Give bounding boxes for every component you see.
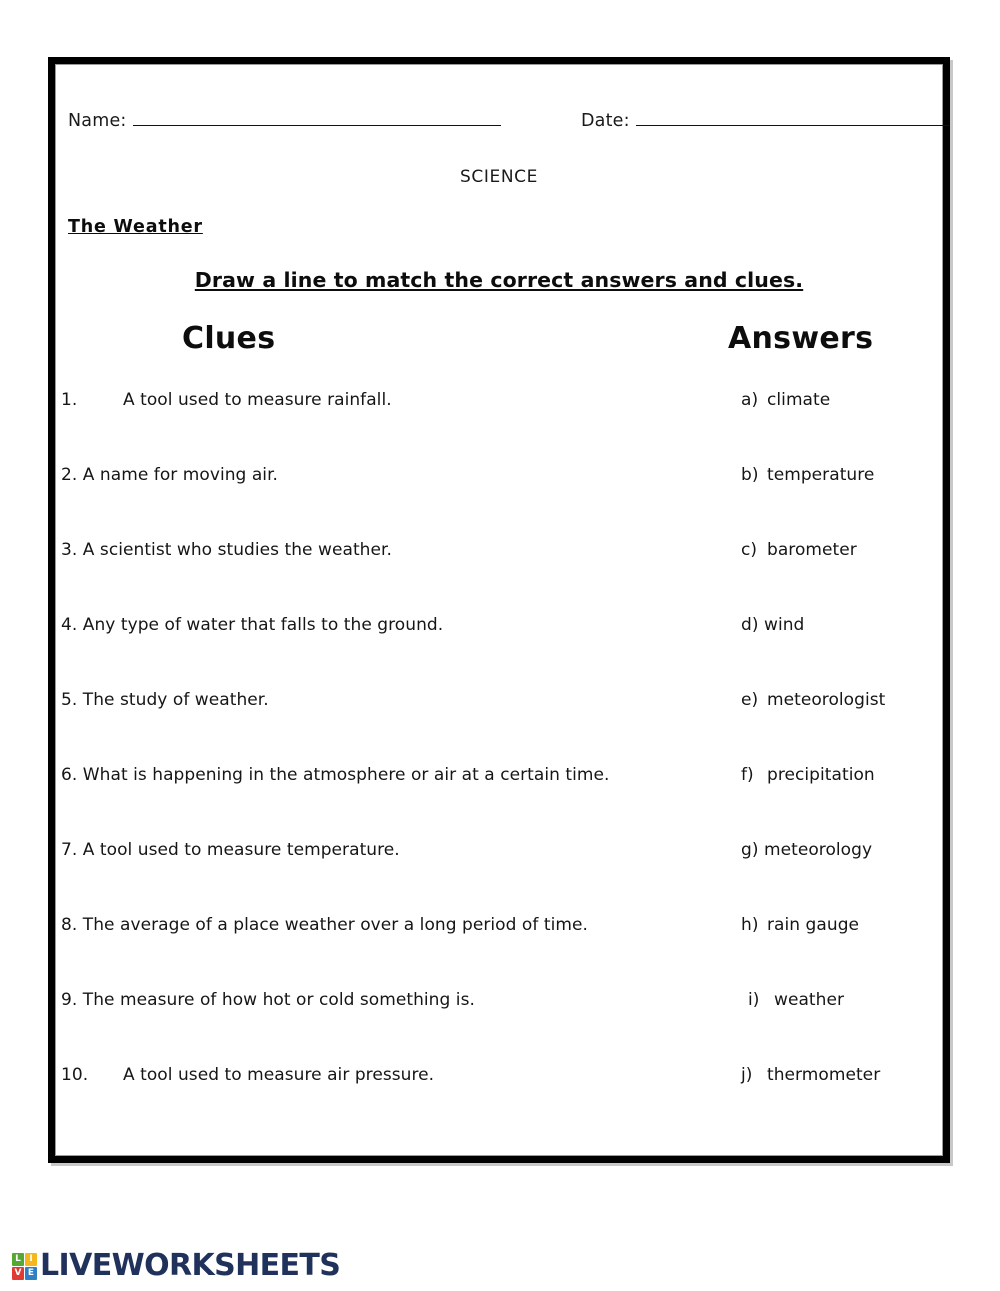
logo-tile-i-icon: I (25, 1253, 37, 1266)
answer-text: barometer (767, 540, 857, 560)
header-row (56, 111, 942, 141)
clue-text: A tool used to measure air pressure. (123, 1065, 435, 1085)
answer-text: precipitation (767, 765, 875, 785)
date-input-line[interactable] (636, 111, 949, 126)
answer-text: rain gauge (767, 915, 860, 935)
answer-item[interactable] (741, 390, 830, 410)
clue-text: The average of a place weather over a long period of time. (82, 915, 588, 935)
instruction-text (56, 268, 942, 292)
answer-letter: i) (748, 990, 760, 1010)
clue-number: 3. (61, 540, 78, 560)
clue-number: 2. (61, 465, 78, 485)
clue-item[interactable] (61, 990, 475, 1010)
match-row (56, 990, 942, 1065)
logo-tile-l-icon: L (12, 1253, 24, 1266)
clue-item[interactable] (61, 915, 588, 935)
answer-text: climate (767, 390, 831, 410)
clue-item[interactable] (61, 1065, 434, 1085)
clue-item[interactable] (61, 465, 278, 485)
match-row (56, 690, 942, 765)
subject-title: SCIENCE (460, 167, 538, 187)
answer-letter: j) (741, 1065, 753, 1085)
match-row (56, 915, 942, 990)
liveworksheets-logo-tiles (12, 1253, 37, 1280)
match-row (56, 1065, 942, 1140)
clue-item[interactable] (61, 690, 269, 710)
answer-letter: h) (741, 915, 759, 935)
clue-item[interactable] (61, 765, 609, 785)
name-input-line[interactable] (133, 111, 501, 126)
match-row (56, 765, 942, 840)
answer-letter: d) (741, 615, 759, 635)
answer-text: thermometer (767, 1065, 881, 1085)
date-label: Date: (581, 111, 630, 131)
clue-number: 6. (61, 765, 78, 785)
name-label: Name: (68, 111, 127, 131)
answer-text: weather (774, 990, 845, 1010)
logo-tile-v-icon: V (12, 1267, 24, 1280)
match-row (56, 465, 942, 540)
answer-text: meteorology (764, 840, 873, 860)
answer-letter: a) (741, 390, 759, 410)
matching-area (56, 390, 942, 1140)
answer-letter: f) (741, 765, 754, 785)
clue-number: 8. (61, 915, 78, 935)
name-field-group (68, 111, 501, 131)
clue-text: What is happening in the atmosphere or air at a certain time. (82, 765, 610, 785)
answers-column-heading: Answers (728, 321, 874, 356)
clue-text: A scientist who studies the weather. (82, 540, 392, 560)
clue-text: The study of weather. (82, 690, 269, 710)
liveworksheets-logo[interactable] (12, 1249, 340, 1283)
clue-number: 1. (61, 390, 78, 410)
clue-number: 9. (61, 990, 78, 1010)
clue-number: 7. (61, 840, 78, 860)
answer-item[interactable] (741, 540, 857, 560)
answer-item[interactable] (741, 915, 859, 935)
answer-item[interactable] (741, 615, 804, 635)
answer-item[interactable] (748, 990, 844, 1010)
clue-item[interactable] (61, 540, 392, 560)
answer-item[interactable] (741, 465, 874, 485)
clue-item[interactable] (61, 840, 400, 860)
clue-number: 5. (61, 690, 78, 710)
answer-letter: b) (741, 465, 759, 485)
date-field-group (581, 111, 949, 131)
match-row (56, 390, 942, 465)
logo-tile-e-icon: E (25, 1267, 37, 1280)
answer-item[interactable] (741, 690, 885, 710)
clue-text: A tool used to measure temperature. (82, 840, 400, 860)
answer-item[interactable] (741, 765, 875, 785)
match-row (56, 540, 942, 615)
clues-column-heading: Clues (182, 321, 276, 356)
answer-text: temperature (767, 465, 875, 485)
clue-text: A tool used to measure rainfall. (123, 390, 392, 410)
answer-text: wind (764, 615, 805, 635)
answer-letter: g) (741, 840, 759, 860)
clue-item[interactable] (61, 390, 392, 410)
clue-text: The measure of how hot or cold something is. (82, 990, 475, 1010)
answer-letter: e) (741, 690, 759, 710)
answer-item[interactable] (741, 1065, 880, 1085)
instruction-label: Draw a line to match the correct answers and clues. (194, 268, 804, 292)
clue-item[interactable] (61, 615, 443, 635)
worksheet-frame (48, 57, 950, 1163)
worksheet-inner-border (55, 64, 943, 1156)
topic-heading: The Weather (68, 217, 203, 237)
clue-text: Any type of water that falls to the ground. (82, 615, 444, 635)
match-row (56, 615, 942, 690)
answer-text: meteorologist (767, 690, 886, 710)
match-row (56, 840, 942, 915)
answer-item[interactable] (741, 840, 872, 860)
answer-letter: c) (741, 540, 758, 560)
clue-text: A name for moving air. (82, 465, 279, 485)
liveworksheets-wordmark: LIVEWORKSHEETS (40, 1248, 341, 1283)
clue-number: 10. (61, 1065, 89, 1085)
worksheet-body (56, 65, 942, 1155)
clue-number: 4. (61, 615, 78, 635)
